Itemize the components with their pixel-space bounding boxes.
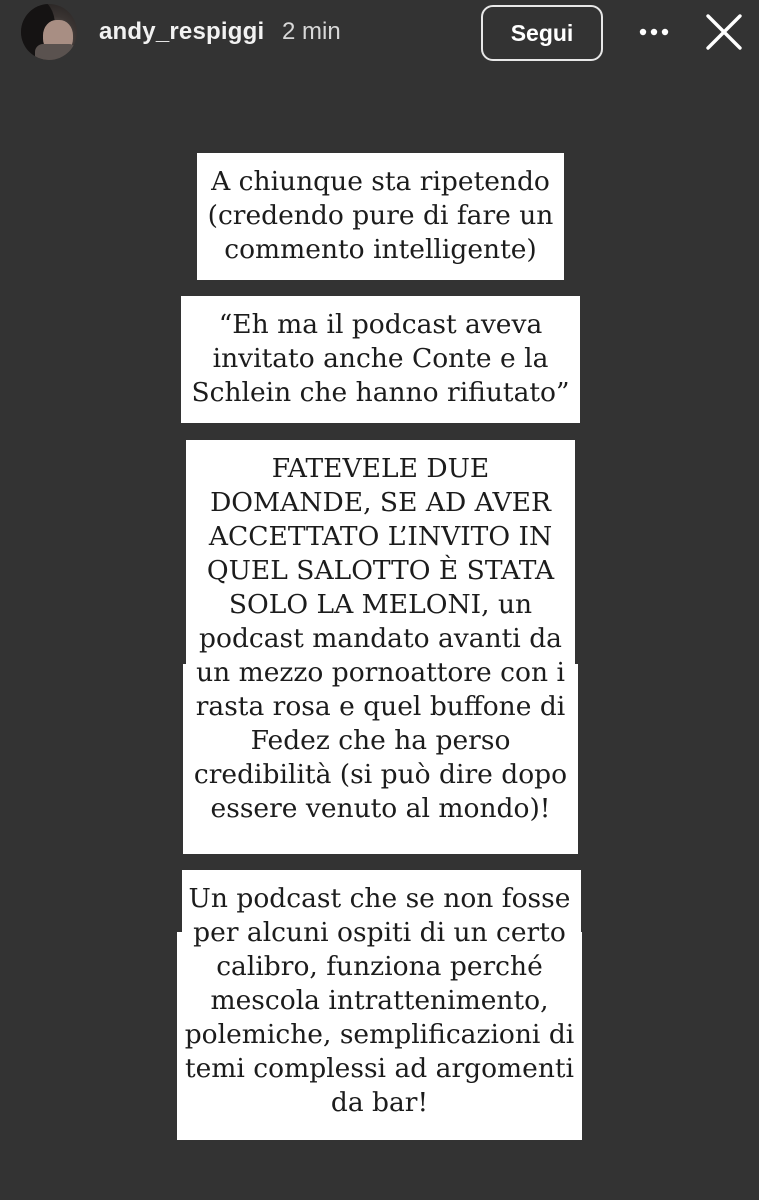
story-text-block-4 — [176, 882, 583, 1120]
text-line: (credendo pure di fare un — [207, 200, 554, 231]
text-line: FATEVELE DUE — [271, 453, 490, 484]
post-time: 2 min — [282, 18, 341, 45]
text-line: QUEL SALOTTO È STATA — [206, 555, 555, 586]
text-line: invitato anche Conte e la — [212, 343, 549, 374]
username[interactable]: andy_respiggi — [99, 18, 265, 45]
text-line: rasta rosa e quel buffone di — [195, 691, 566, 722]
story-text-block-3 — [182, 452, 579, 826]
story-text-block-1 — [197, 165, 564, 267]
avatar[interactable] — [21, 4, 77, 60]
text-line: calibro, funziona perché — [216, 951, 543, 982]
text-line: mescola intrattenimento, — [210, 985, 549, 1016]
text-line: SOLO LA MELONI, un — [228, 589, 533, 620]
text-line: essere venuto al mondo)! — [210, 793, 551, 824]
text-line: un mezzo pornoattore con i — [196, 657, 565, 688]
close-icon — [705, 13, 743, 51]
text-line: A chiunque sta ripetendo — [211, 166, 550, 197]
text-line: ACCETTATO L’INVITO IN — [208, 521, 553, 552]
text-line: Un podcast che se non fosse — [188, 883, 571, 914]
text-line: Schlein che hanno rifiutato” — [191, 377, 570, 408]
text-line: temi complessi ad argomenti — [184, 1053, 575, 1084]
story-header — [0, 0, 759, 64]
text-line: DOMANDE, SE AD AVER — [210, 487, 551, 518]
text-line: credibilità (si può dire dopo — [193, 759, 568, 790]
avatar-shoulders — [35, 44, 77, 60]
more-options-button[interactable] — [634, 14, 674, 50]
close-button[interactable] — [700, 8, 748, 56]
text-line: “Eh ma il podcast aveva — [218, 309, 543, 340]
story-text-block-2 — [181, 308, 580, 410]
text-line: polemiche, semplificazioni di — [184, 1019, 575, 1050]
text-line: commento intelligente) — [224, 234, 537, 265]
text-line: da bar! — [330, 1087, 429, 1118]
more-horizontal-icon — [639, 28, 669, 36]
text-line: per alcuni ospiti di un certo — [193, 917, 566, 948]
text-line: Fedez che ha perso — [250, 725, 511, 756]
follow-button[interactable]: Segui — [481, 5, 603, 61]
text-line: podcast mandato avanti da — [199, 623, 562, 654]
